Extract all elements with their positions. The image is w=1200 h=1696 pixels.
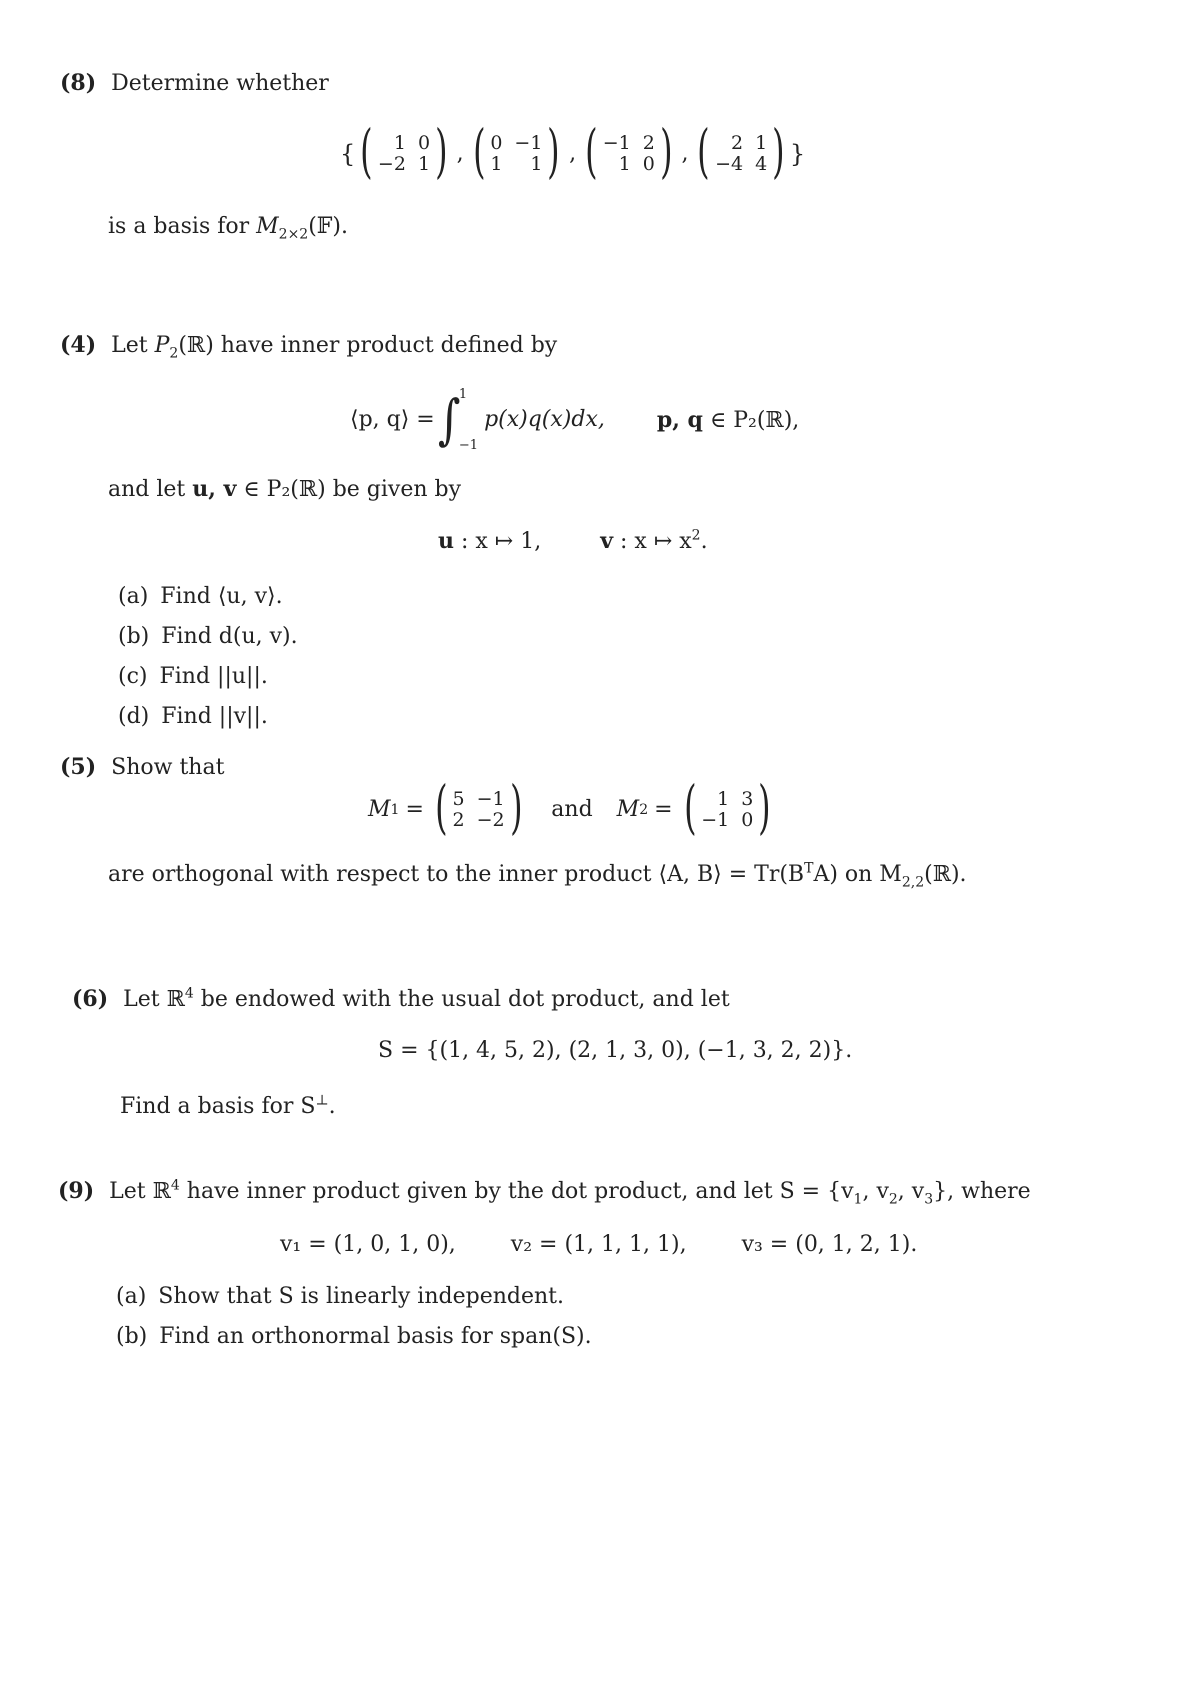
problem-intro: Determine whether <box>111 71 329 96</box>
integral-sign: ∫ <box>437 388 461 451</box>
problem-6-set: S = {(1, 4, 5, 2), (2, 1, 3, 0), (−1, 3, 2, 2)}. <box>378 1038 853 1063</box>
matrix-3: ( −1 2 1 0 ) <box>585 117 673 185</box>
close-brace: } <box>789 140 806 168</box>
matrix-2: ( 0 −1 1 1 ) <box>472 117 560 185</box>
problem-5-header: (5) Show that <box>60 754 225 780</box>
problem-8-matrix-set: { ( 1 0 −2 1 ) , ( 0 −1 1 1 ) , ( −1 2 1 0 ) , ( 2 1 −4 4 ) } <box>340 117 806 185</box>
problem-8-conclusion: is a basis for $M_{2\times 2}(𝔽)$. <box>108 214 348 243</box>
problem-6-header: (6) Let ℝ$^4$ be endowed with the usual dot product, and let <box>72 985 730 1012</box>
problem-9-vectors: v₁ = (1, 0, 1, 0), v₂ = (1, 1, 1, 1), v₃ = (0, 1, 2, 1). <box>280 1232 918 1257</box>
open-brace: { <box>340 140 356 168</box>
problem-4-part-a: (a) Find ⟨u, v⟩. <box>118 584 283 609</box>
problem-number: (9) <box>58 1178 95 1204</box>
integral-limits: 1 −1 <box>458 387 479 453</box>
inner-product-definition: ⟨p, q⟩ = ∫ 1 −1 p(x)q(x)dx, p, q ∈ P₂(ℝ), <box>350 387 800 453</box>
uv-definitions: u : x ↦ 1, v : x ↦ $x^2$. <box>438 527 708 554</box>
matrix-m1: ( 5 −1 2 −2 ) <box>434 773 523 841</box>
problem-4-part-d: (d) Find ||v||. <box>118 704 268 729</box>
problem-4-part-b: (b) Find d(u, v). <box>118 624 298 649</box>
problem-4-part-c: (c) Find ||u||. <box>118 664 268 689</box>
problem-6-find: Find a basis for S⊥. <box>120 1092 336 1119</box>
problem-9-part-a: (a) Show that S is linearly independent. <box>116 1284 564 1309</box>
problem-4-header: (4) Let $P_2(ℝ)$ have inner product defined by <box>60 332 558 362</box>
problem-5-matrices: M 1 = ( 5 −1 2 −2 ) and M 2 = ( 1 3 −1 0 ) <box>368 784 776 836</box>
matrix-4: ( 2 1 −4 4 ) <box>697 117 785 185</box>
problem-4-let: and let u, v ∈ P₂(ℝ) be given by <box>108 476 462 502</box>
problem-9-part-b: (b) Find an orthonormal basis for span(S). <box>116 1324 592 1349</box>
problem-number: (6) <box>72 986 109 1012</box>
problem-5-conclusion: are orthogonal with respect to the inner product ⟨A, B⟩ = $Tr(B^TA)$ on $M_{2,2}(ℝ)$. <box>108 860 967 891</box>
problem-number: (4) <box>60 332 97 358</box>
problem-number: (5) <box>60 754 97 780</box>
matrix-m2: ( 1 3 −1 0 ) <box>683 773 771 841</box>
matrix-1: ( 1 0 −2 1 ) <box>360 117 448 185</box>
problem-number: (8) <box>60 70 97 96</box>
problem-9-header: (9) Let ℝ$^4$ have inner product given by the dot product, and let $S = \{v_1$, $v_2$, $v_3$}, where <box>58 1177 1031 1208</box>
problem-8-header <box>60 72 329 95</box>
